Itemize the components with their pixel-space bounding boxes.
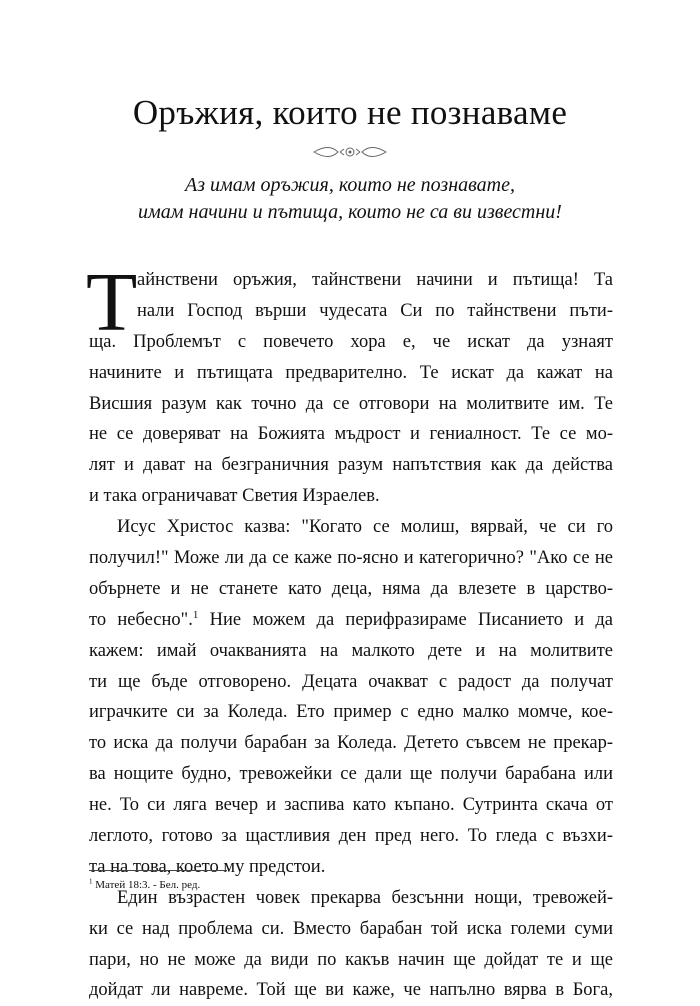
text-line: обърнете и не станете като деца, няма да влезете в царство- [89,578,613,599]
text-line: кажем: имай очакванията на малкото дете и на молитвите [89,640,613,661]
text-fragment: Ние можем да перифразираме Писанието и да [209,609,614,630]
text-line: то иска да получи барабан за Коледа. Детето съвсем не прекар- [89,733,613,754]
text-line: играчките си за Коледа. Ето пример с едно малко момче, кое- [89,702,613,723]
epigraph-line: имам начини и пътища, които не са ви известни! [138,201,562,223]
text-line: пари, но не може да види по какъв начин ще дойдат те и ще [89,949,613,970]
text-fragment: то небесно". [89,609,193,630]
text-line [89,605,613,636]
text-line: не се доверяват на Божията мъдрост и гениалност. Те се мо- [89,424,613,445]
drop-cap: Т [86,256,138,349]
footnote-divider [89,870,227,871]
chapter-title: Оръжия, които не познаваме [132,93,568,132]
paragraph-3 [89,883,613,1006]
footnote-reference: 1 [192,608,199,621]
text-line: нали Господ върши чудесата Си по тайнствени пъти- [137,300,613,321]
text-line: Исус Христос казва: "Когато се молиш, вярвай, че си го [117,517,613,538]
text-line: не. То си ляга вечер и заспива като къпано. Сутринта скача от [89,795,613,816]
text-line: леглото, готово за щастливия ден пред него. То гледа с възхи- [89,826,613,847]
body-text [86,256,614,1006]
epigraph [60,172,640,226]
footnote-text: Матей 18:3. - Бел. ред. [95,879,201,891]
epigraph-line: Аз имам оръжия, които не познавате, [185,174,515,196]
paragraph-1 [86,256,613,512]
ornament-divider-icon [310,143,390,161]
text-line: та на това, което му предстои. [89,856,326,877]
text-line: ва нощите будно, тревожейки се дали ще получи барабана или [89,764,613,785]
text-line: начините и пътищата предварително. Те искат да кажат на [89,362,613,383]
text-line: айнствени оръжия, тайнствени начини и пътища! Та [137,270,613,290]
text-line: Висшия разум как точно да се отговори на молитвите им. Те [89,393,613,414]
text-line: ки се над проблема си. Вместо барабан той иска големи суми [89,918,613,939]
text-line: Един възрастен човек прекарва безсънни нощи, тревожей- [117,887,613,908]
text-line: ти ще бъде отговорено. Децата очакват с радост да получат [89,671,613,692]
text-line: дойдат ли навреме. Той ще ви каже, че напълно вярва в Бога, [89,980,613,1001]
text-line: получил!" Може ли да се каже по-ясно и категорично? "Ако се не [89,548,613,569]
footnote-number: 1 [89,877,93,886]
text-line: и така ограничават Светия Израелев. [89,486,380,507]
text-line: лят и дават на безграничния разум напътствия как да действа [89,455,613,476]
text-line: ща. Проблемът с повечето хора е, че искат да узнаят [89,331,613,352]
footnote [89,878,200,892]
